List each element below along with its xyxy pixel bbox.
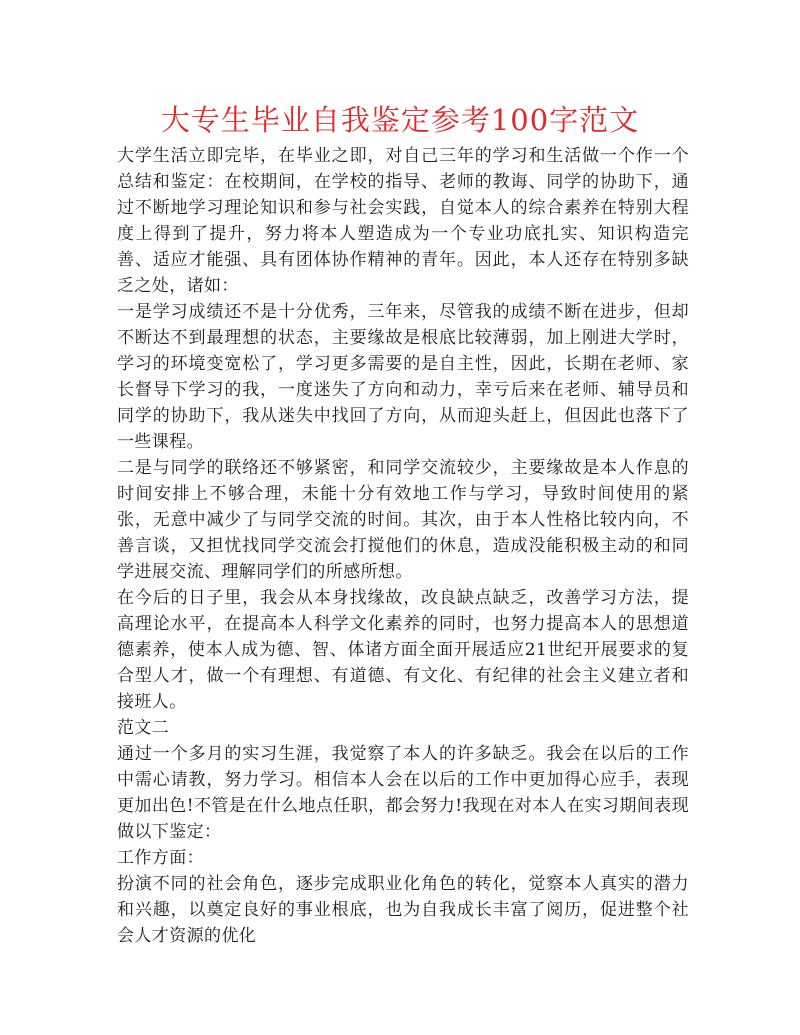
paragraph-future: 在今后的日子里，我会从本身找缘故，改良缺点缺乏，改善学习方法，提高理论水平，在提高本人科学文化素养的同时，也努力提高本人的思想道德素养，使本人成为德、智、体诸方面全面开展适应21世纪开展要求的复合型人才，做一个有理想、有道德、有文化、有纪律的社会主义建立者和接班人。 [117, 588, 689, 712]
paragraph-internship: 通过一个多月的实习生涯，我觉察了本人的许多缺乏。我会在以后的工作中需心请教，努力学习。相信本人会在以后的工作中更加得心应手，表现更加出色!不管是在什么地点任职，都会努力!我现在对本人在实习期间表现做以下鉴定： [117, 744, 689, 842]
paragraph-roles: 扮演不同的社会角色，逐步完成职业化角色的转化，觉察本人真实的潜力和兴趣，以奠定良好的事业根底，也为自我成长丰富了阅历，促进整个社会人才资源的优化 [117, 874, 689, 946]
paragraph-classmates: 二是与同学的联络还不够紧密，和同学交流较少，主要缘故是本人作息的时间安排上不够合理，未能十分有效地工作与学习，导致时间使用的紧张，无意中减少了与同学交流的时间。其次，由于本人性格比较内向，不善言谈，又担忧找同学交流会打搅他们的休息，造成没能积极主动的和同学进展交流、理解同学们的所感所想。 [117, 458, 689, 582]
document-body [117, 143, 689, 949]
section-heading-sample-two: 范文二 [117, 718, 170, 738]
paragraph-intro: 大学生活立即完毕，在毕业之即，对自己三年的学习和生活做一个作一个总结和鉴定：在校期间，在学校的指导、老师的教诲、同学的协助下，通过不断地学习理论知识和参与社会实践，自觉本人的综合素养在特别大程度上得到了提升，努力将本人塑造成为一个专业功底扎实、知识构造完善、适应才能强、具有团体协作精神的青年。因此，本人还存在特别多缺乏之处，诸如： [117, 146, 689, 296]
paragraph-study: 一是学习成绩还不是十分优秀，三年来，尽管我的成绩不断在进步，但却不断达不到最理想的状态，主要缘故是根底比较薄弱，加上刚进大学时，学习的环境变宽松了，学习更多需要的是自主性，因此，长期在老师、家长督导下学习的我，一度迷失了方向和动力，幸亏后来在老师、辅导员和同学的协助下，我从迷失中找回了方向，从而迎头赶上，但因此也落下了一些课程。 [117, 302, 689, 452]
section-heading-work: 工作方面： [117, 848, 204, 868]
document-title: 大专生毕业自我鉴定参考100字范文 [160, 103, 640, 137]
